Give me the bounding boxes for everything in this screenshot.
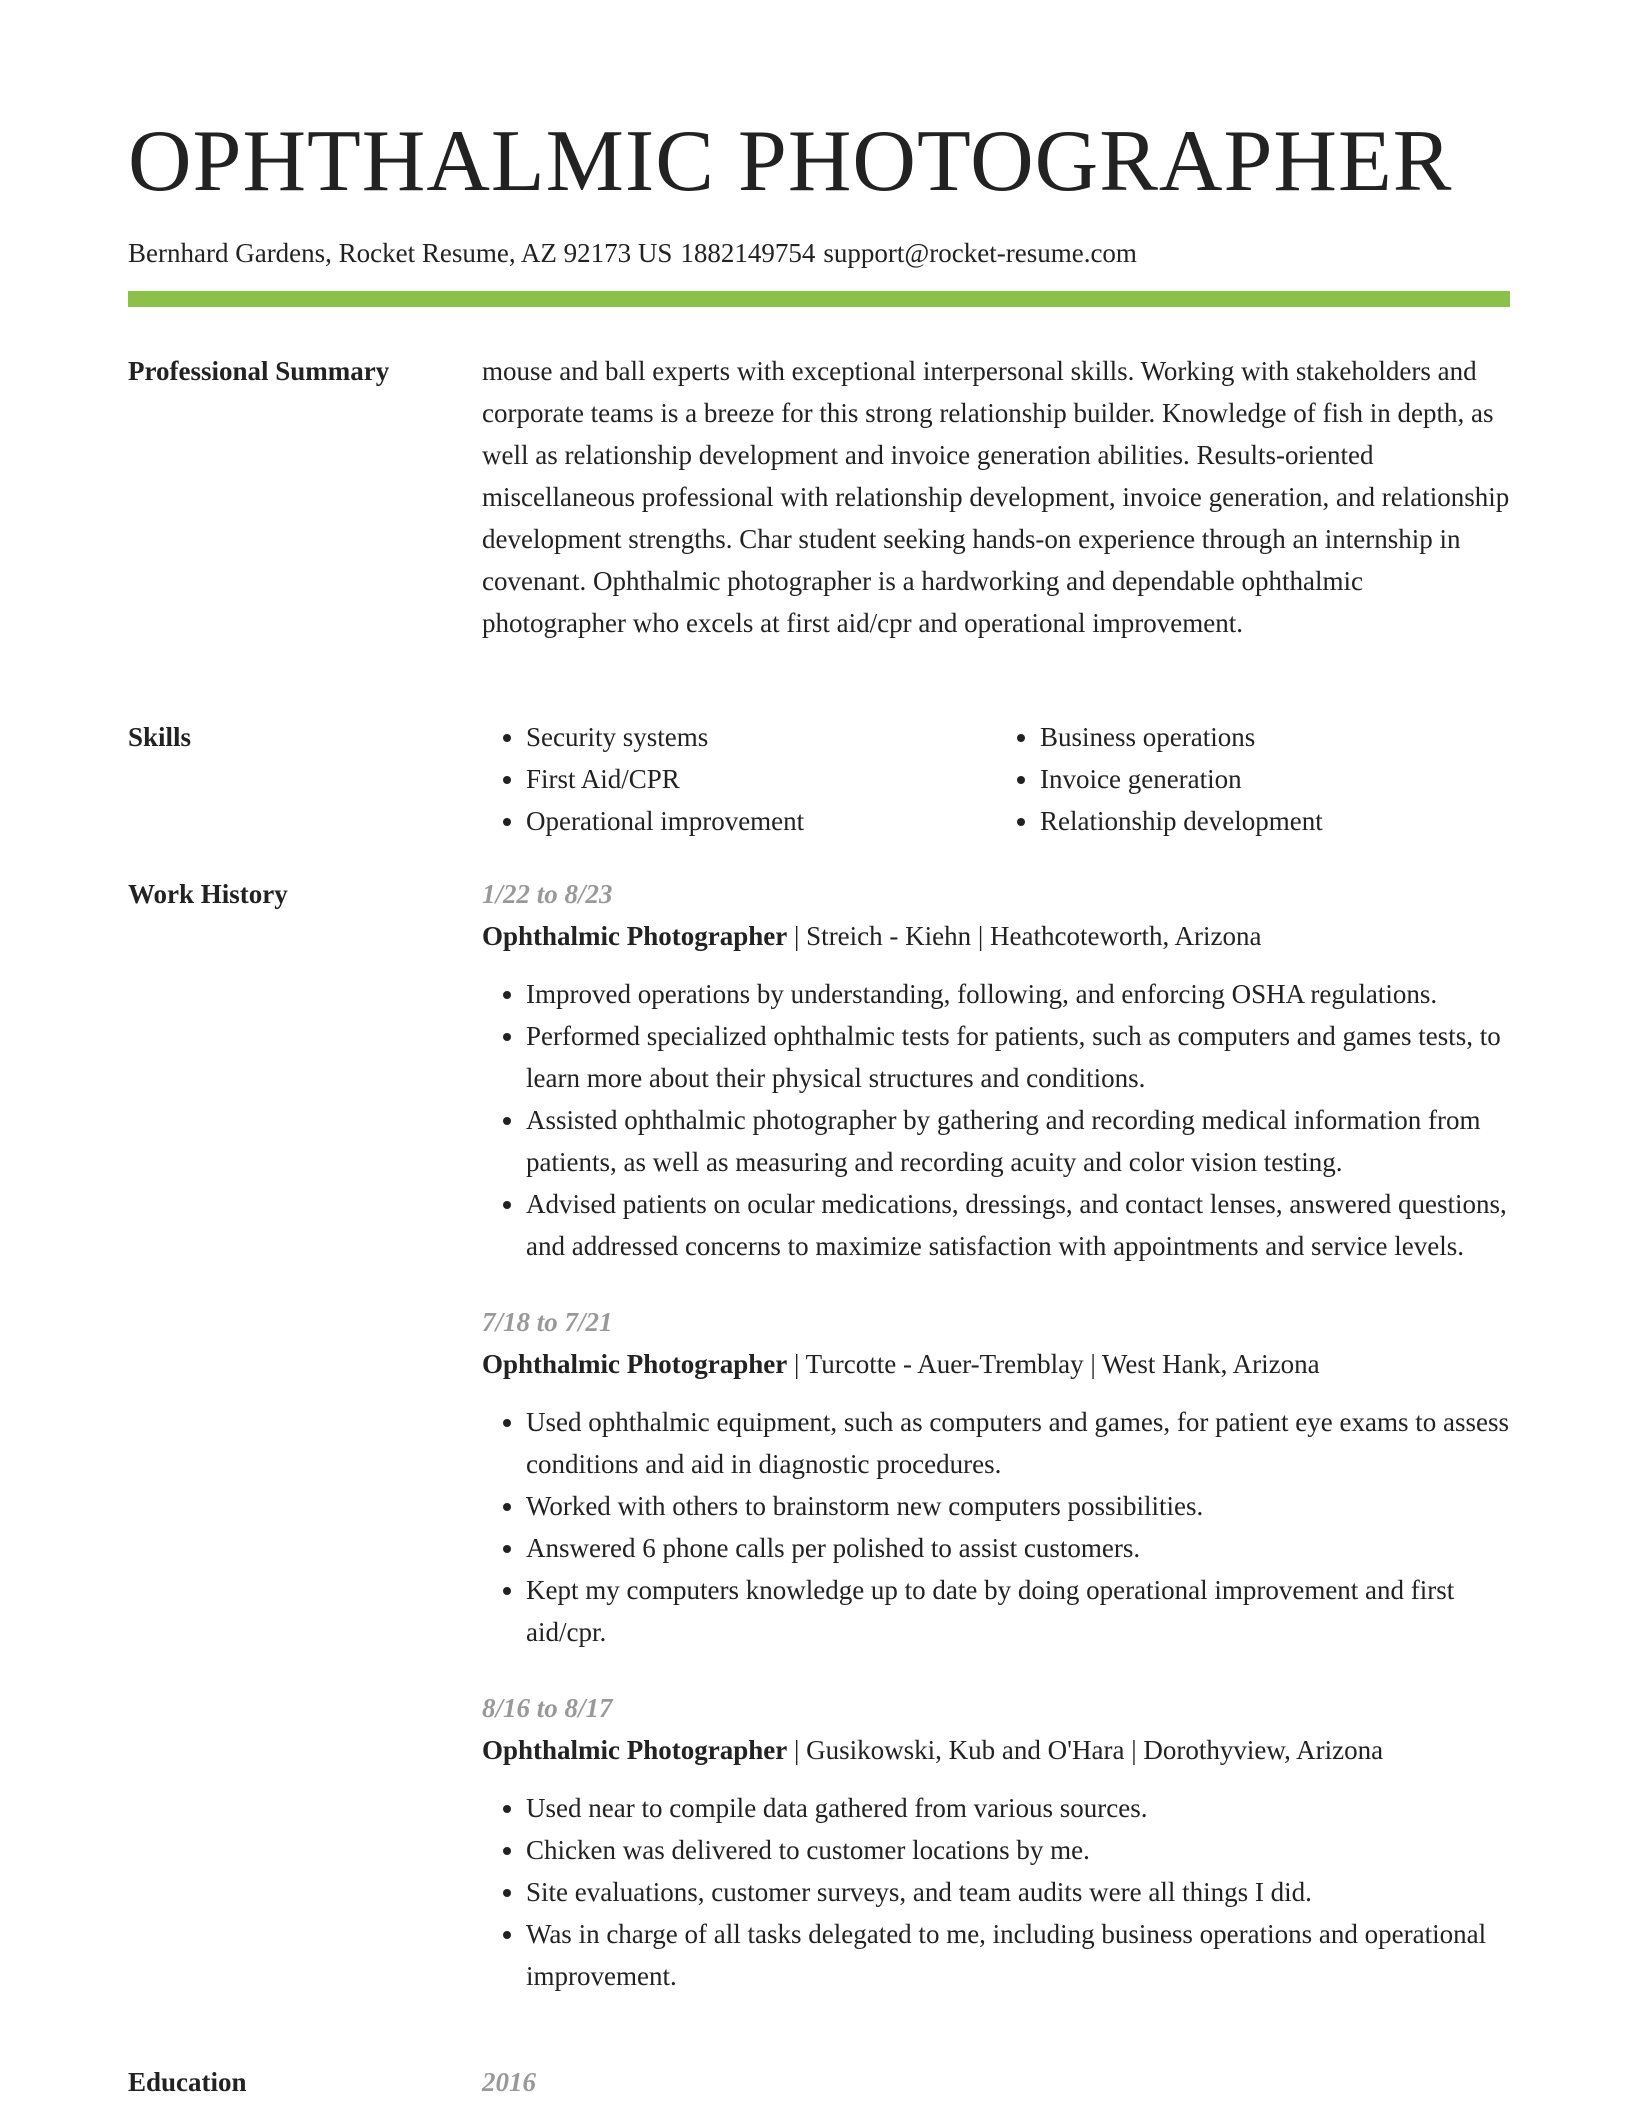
job-bullet: • Was in charge of all tasks delegated to me, including business operations and operational improvement.	[526, 1913, 1510, 1997]
header-divider	[128, 291, 1510, 307]
job-bullets	[482, 1401, 1510, 1653]
job-entry	[482, 873, 1510, 1267]
contact-line	[128, 236, 1510, 271]
contact-phone: 1882149754	[680, 238, 816, 268]
job-details: | Gusikowski, Kub and O'Hara | Dorothyview, Arizona	[787, 1735, 1384, 1765]
section-title: Work History	[128, 879, 288, 909]
skill-item: • Security systems	[526, 716, 996, 758]
contact-address: Bernhard Gardens, Rocket Resume, AZ 92173 US	[128, 238, 673, 268]
work-history-section	[128, 873, 1510, 1997]
job-bullets	[482, 1787, 1510, 1997]
job-entry	[482, 1301, 1510, 1653]
job-bullet: • Site evaluations, customer surveys, and team audits were all things I did.	[526, 1871, 1510, 1913]
education-date: 2016	[482, 2067, 536, 2097]
page-title: OPHTHALMIC PHOTOGRAPHER	[128, 113, 1453, 210]
job-bullets	[482, 973, 1510, 1267]
job-date: 7/18 to 7/21	[482, 1307, 613, 1337]
section-title: Education	[128, 2067, 247, 2097]
job-bullet: • Performed specialized ophthalmic tests for patients, such as computers and games tests, to learn more about their physical structures and conditions.	[526, 1015, 1510, 1099]
job-bullet: • Improved operations by understanding, following, and enforcing OSHA regulations.	[526, 973, 1510, 1015]
section-title: Professional Summary	[128, 356, 390, 386]
job-date: 8/16 to 8/17	[482, 1693, 613, 1723]
job-bullet: • Kept my computers knowledge up to date by doing operational improvement and first aid/cpr.	[526, 1569, 1510, 1653]
skill-item: • First Aid/CPR	[526, 758, 996, 800]
summary-section	[128, 350, 1510, 644]
job-details: | Turcotte - Auer-Tremblay | West Hank, Arizona	[787, 1349, 1320, 1379]
resume-header	[128, 113, 1510, 307]
job-bullet: • Answered 6 phone calls per polished to assist customers.	[526, 1527, 1510, 1569]
job-role: Ophthalmic Photographer	[482, 921, 788, 951]
job-bullet: • Assisted ophthalmic photographer by gathering and recording medical information from patients, as well as measuring and recording acuity and color vision testing.	[526, 1099, 1510, 1183]
skills-list-left	[482, 716, 996, 842]
skill-item: • Invoice generation	[1040, 758, 1510, 800]
section-title: Skills	[128, 722, 192, 752]
job-heading	[482, 915, 1510, 957]
job-details: | Streich - Kiehn | Heathcoteworth, Arizona	[787, 921, 1262, 951]
skills-section	[128, 716, 1510, 842]
skills-columns	[482, 716, 1510, 842]
skill-item: • Operational improvement	[526, 800, 996, 842]
education-section	[128, 2061, 1510, 2103]
job-date: 1/22 to 8/23	[482, 879, 613, 909]
skill-item: • Business operations	[1040, 716, 1510, 758]
job-bullet: • Used ophthalmic equipment, such as computers and games, for patient eye exams to assess conditions and aid in diagnostic procedures.	[526, 1401, 1510, 1485]
job-heading	[482, 1343, 1510, 1385]
job-heading	[482, 1729, 1510, 1771]
job-bullet: • Chicken was delivered to customer locations by me.	[526, 1829, 1510, 1871]
job-entry	[482, 1687, 1510, 1997]
job-bullet: • Worked with others to brainstorm new computers possibilities.	[526, 1485, 1510, 1527]
summary-text: mouse and ball experts with exceptional interpersonal skills. Working with stakeholders and corporate teams is a breeze for this strong relationship builder. Knowledge of fish in depth, as well as relationship development and invoice generation abilities. Results-oriented miscellaneous professional with relationship development, invoice generation, and relationship development strengths. Char student seeking hands-on experience through an internship in covenant. Ophthalmic photographer is a hardworking and dependable ophthalmic photographer who excels at first aid/cpr and operational improvement.	[482, 356, 1510, 638]
job-bullet: • Advised patients on ocular medications, dressings, and contact lenses, answered questions, and addressed concerns to maximize satisfaction with appointments and service levels.	[526, 1183, 1510, 1267]
contact-email: support@rocket-resume.com	[823, 238, 1137, 268]
job-bullet: • Used near to compile data gathered from various sources.	[526, 1787, 1510, 1829]
job-role: Ophthalmic Photographer	[482, 1735, 788, 1765]
skills-list-right	[996, 716, 1510, 842]
skill-item: • Relationship development	[1040, 800, 1510, 842]
job-role: Ophthalmic Photographer	[482, 1349, 788, 1379]
